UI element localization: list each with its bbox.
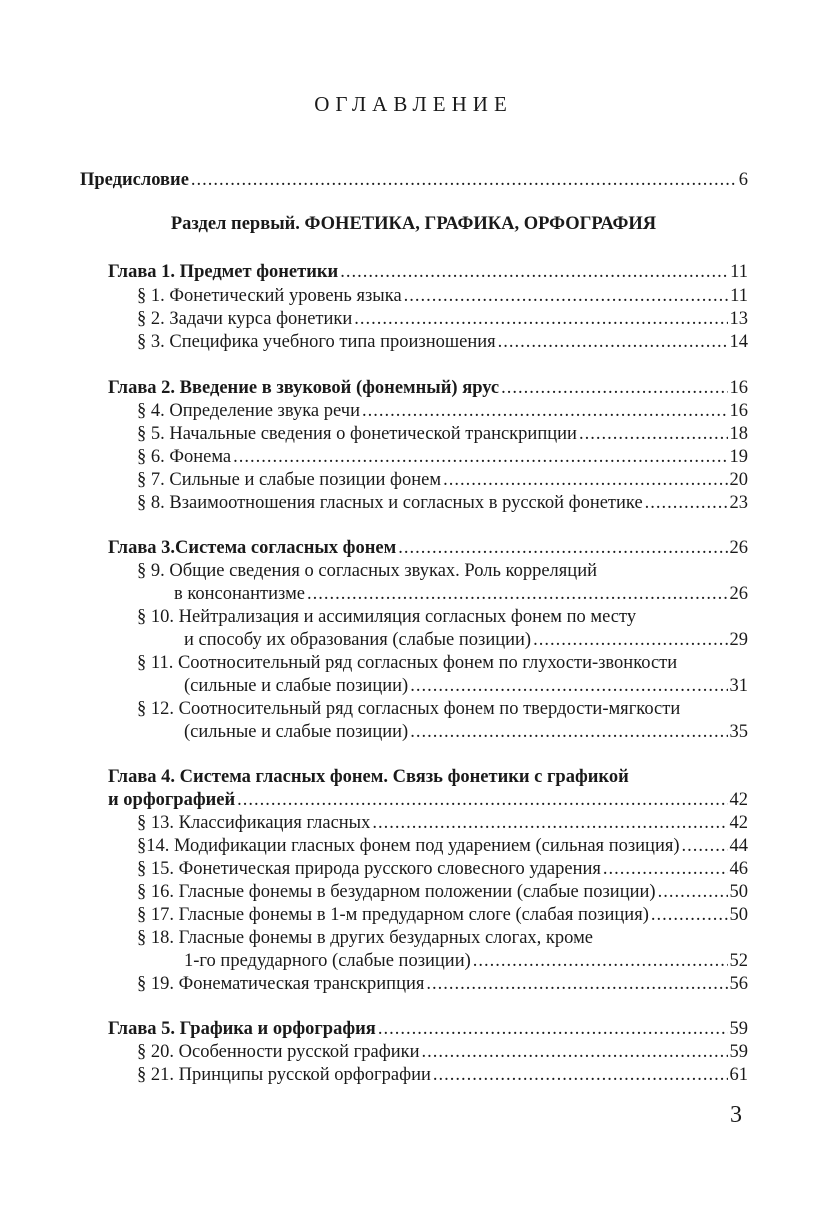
toc-entry-label: § 6. Фонема [137,447,232,467]
toc-section-4[interactable] [137,399,748,423]
toc-entry-page: 16 [729,378,748,398]
toc-entry-label: § 19. Фонематическая транскрипция [137,974,425,994]
toc-section-10-line1[interactable]: § 10. Нейтрализация и ассимиляция согласных фонем по месту [137,607,637,627]
toc-entry-page: 16 [729,401,748,421]
toc-entry-label: § 7. Сильные и слабые позиции фонем [137,470,442,490]
toc-entry-page: 35 [729,722,748,742]
toc-entry-label: Предисловие [80,170,189,190]
toc-section-20[interactable] [137,1040,748,1064]
toc-entry-page: 11 [730,262,748,282]
toc-entry-label: § 17. Гласные фонемы в 1-м предударном слоге (слабая позиция) [137,905,649,925]
toc-entry-page: 11 [730,286,748,306]
leader-dots [340,260,728,284]
toc-section-2[interactable] [137,307,748,331]
toc-entry-label: § 2. Задачи курса фонетики [137,309,353,329]
leader-dots [473,949,728,973]
toc-entry-page: 31 [729,676,748,696]
leader-dots [362,399,728,423]
leader-dots [307,582,728,606]
leader-dots [498,330,728,354]
toc-section-21[interactable] [137,1063,748,1087]
toc-entry-page: 23 [729,493,748,513]
toc-entry-label: § 8. Взаимоотношения гласных и согласных в русской фонетике [137,493,643,513]
toc-section-15[interactable] [137,857,748,881]
page-title: ОГЛАВЛЕНИЕ [314,92,513,116]
leader-dots [658,880,728,904]
toc-entry-preface[interactable] [80,168,748,192]
toc-section-11-line1[interactable]: § 11. Соотносительный ряд согласных фонем по глухости-звонкости [137,653,678,673]
leader-dots [372,811,727,835]
toc-entry-label: и орфографией [108,790,236,810]
toc-section-18[interactable] [184,949,748,973]
toc-entry-page: 14 [729,332,748,352]
toc-section-9[interactable] [174,582,748,606]
toc-entry-page: 52 [729,951,748,971]
toc-chapter-2[interactable] [108,376,748,400]
leader-dots [645,491,728,515]
toc-entry-label: §14. Модификации гласных фонем под ударением (сильная позиция) [137,836,680,856]
leader-dots [682,834,728,858]
toc-entry-page: 13 [729,309,748,329]
leader-dots [398,536,727,560]
toc-chapter-5[interactable] [108,1017,748,1041]
toc-entry-label: и способу их образования (слабые позиции) [184,630,532,650]
toc-entry-label: § 4. Определение звука речи [137,401,360,421]
toc-section-13[interactable] [137,811,748,835]
toc-section-7[interactable] [137,468,748,492]
leader-dots [422,1040,728,1064]
leader-dots [404,284,729,308]
toc-section-18-line1[interactable]: § 18. Гласные фонемы в других безударных слогах, кроме [137,928,593,948]
toc-entry-page: 20 [729,470,748,490]
toc-entry-label: Глава 3.Система согласных фонем [108,538,397,558]
leader-dots [191,168,737,192]
leader-dots [237,788,727,812]
toc-entry-page: 44 [729,836,748,856]
toc-chapter-4[interactable] [108,788,748,812]
leader-dots [579,422,728,446]
toc-section-3[interactable] [137,330,748,354]
toc-entry-page: 46 [729,859,748,879]
leader-dots [533,628,727,652]
toc-entry-label: § 15. Фонетическая природа русского словесного ударения [137,859,601,879]
toc-entry-page: 42 [729,790,748,810]
toc-chapter-1[interactable] [108,260,748,284]
toc-section-11[interactable] [184,674,748,698]
leader-dots [354,307,727,331]
toc-entry-label: § 13. Классификация гласных [137,813,371,833]
toc-entry-label: § 20. Особенности русской графики [137,1042,420,1062]
leader-dots [651,903,728,927]
toc-section-19[interactable] [137,972,748,996]
leader-dots [378,1017,728,1041]
toc-section-12[interactable] [184,720,748,744]
toc-entry-page: 61 [729,1065,748,1085]
toc-entry-label: (сильные и слабые позиции) [184,676,409,696]
toc-entry-page: 42 [729,813,748,833]
toc-entry-page: 6 [738,170,748,190]
toc-section-12-line1[interactable]: § 12. Соотносительный ряд согласных фонем по твердости-мягкости [137,699,681,719]
toc-entry-page: 29 [729,630,748,650]
toc-section-9-line1[interactable]: § 9. Общие сведения о согласных звуках. Роль корреляций [137,561,597,581]
toc-section-10[interactable] [184,628,748,652]
leader-dots [410,720,727,744]
toc-chapter-3[interactable] [108,536,748,560]
leader-dots [233,445,727,469]
toc-section-5[interactable] [137,422,748,446]
toc-entry-label: Глава 2. Введение в звуковой (фонемный) ярус [108,378,500,398]
section-heading: Раздел первый. ФОНЕТИКА, ГРАФИКА, ОРФОГРАФИЯ [170,214,657,234]
toc-entry-label: в консонантизме [174,584,305,604]
toc-entry-label: § 21. Принципы русской орфографии [137,1065,431,1085]
toc-entry-label: § 1. Фонетический уровень языка [137,286,402,306]
toc-entry-page: 50 [729,882,748,902]
toc-entry-page: 56 [729,974,748,994]
toc-section-6[interactable] [137,445,748,469]
toc-entry-page: 59 [729,1019,748,1039]
toc-entry-label: Глава 1. Предмет фонетики [108,262,339,282]
toc-section-14[interactable] [137,834,748,858]
toc-entry-page: 19 [729,447,748,467]
toc-entry-label: § 5. Начальные сведения о фонетической транскрипции [137,424,577,444]
toc-entry-label: § 16. Гласные фонемы в безударном положении (слабые позиции) [137,882,656,902]
leader-dots [501,376,727,400]
toc-entry-label: § 3. Специфика учебного типа произношения [137,332,496,352]
leader-dots [443,468,727,492]
toc-entry-page: 26 [729,538,748,558]
toc-section-8[interactable] [137,491,748,515]
leader-dots [410,674,727,698]
toc-entry-label: (сильные и слабые позиции) [184,722,409,742]
leader-dots [433,1063,728,1087]
leader-dots [603,857,728,881]
toc-entry-page: 26 [729,584,748,604]
toc-entry-label: Глава 5. Графика и орфография [108,1019,376,1039]
toc-section-16[interactable] [137,880,748,904]
toc-entry-page: 18 [729,424,748,444]
page-number: 3 [730,1102,742,1128]
toc-section-17[interactable] [137,903,748,927]
toc-entry-label: 1-го предударного (слабые позиции) [184,951,471,971]
leader-dots [426,972,727,996]
toc-entry-page: 50 [729,905,748,925]
toc-section-1[interactable] [137,284,748,308]
toc-entry-page: 59 [729,1042,748,1062]
toc-chapter-4-line1[interactable]: Глава 4. Система гласных фонем. Связь фонетики с графикой [108,767,629,787]
